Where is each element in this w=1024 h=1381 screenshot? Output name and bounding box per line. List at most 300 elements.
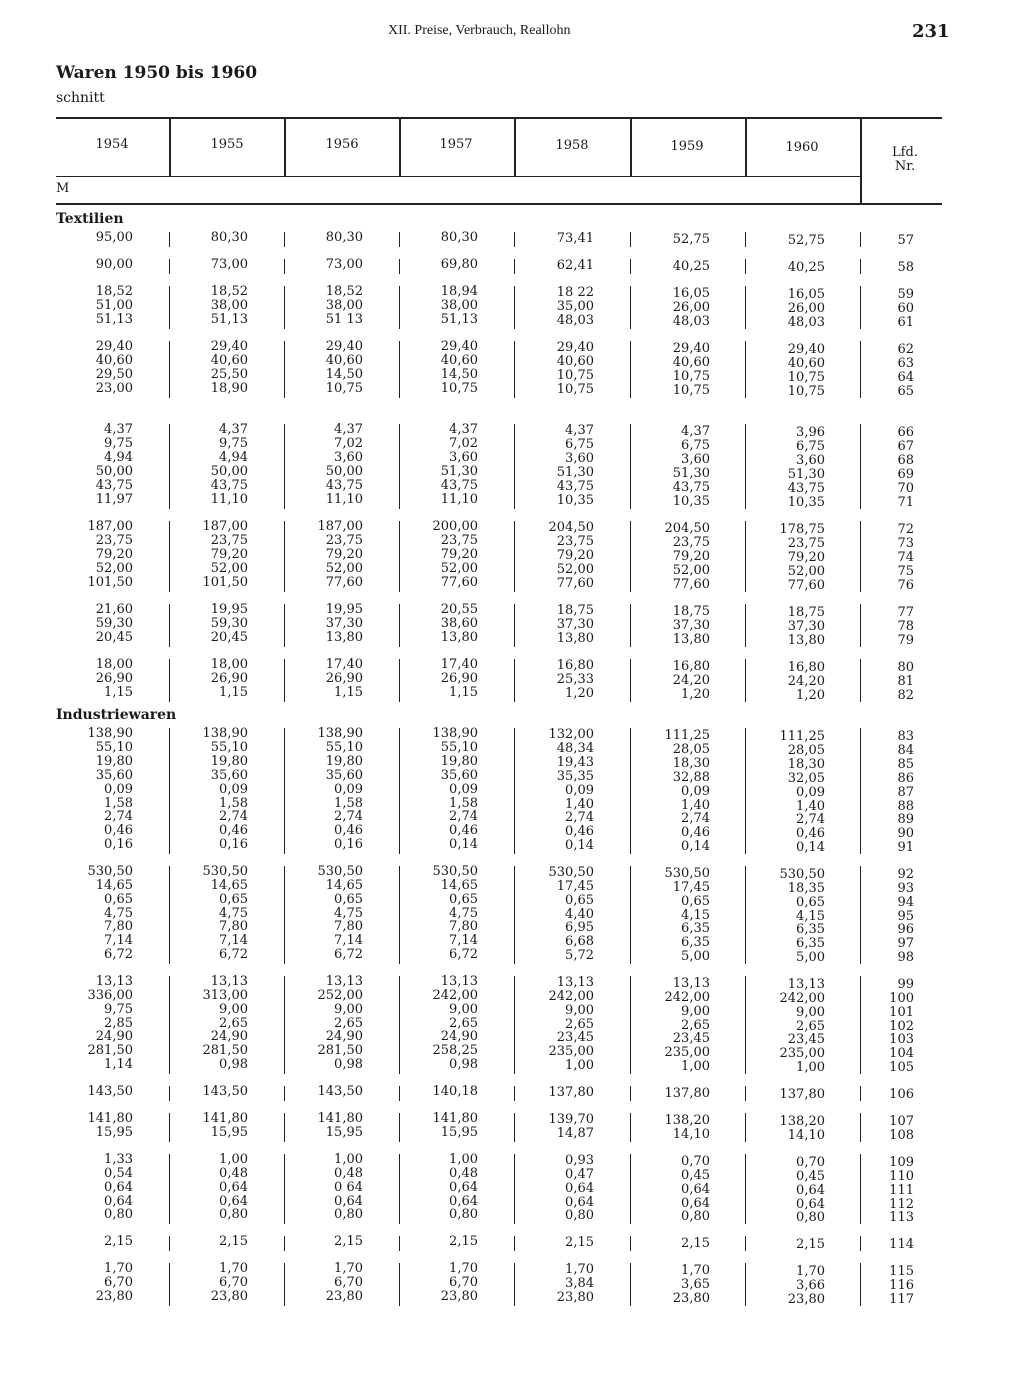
table-row [0, 1207, 1024, 1225]
price-cell-1958: 0,14 [565, 838, 594, 853]
price-cell-1955: 9,00 [219, 1002, 248, 1017]
price-cell-1955: 101,50 [202, 575, 248, 590]
price-cell-1956: 0,48 [334, 1166, 363, 1181]
price-cell-1958: 43,75 [556, 479, 594, 494]
row-number: 76 [897, 578, 914, 593]
price-cell-1959: 0,64 [681, 1182, 710, 1197]
price-cell-1960: 79,20 [787, 550, 825, 565]
row-number: 69 [897, 467, 914, 482]
price-cell-1960: 2,74 [796, 812, 825, 827]
price-cell-1958: 35,00 [556, 299, 594, 314]
price-cell-1955: 187,00 [202, 519, 248, 534]
header-column-divider [630, 118, 632, 176]
price-cell-1959: 29,40 [672, 341, 710, 356]
price-cell-1959: 0,09 [681, 784, 710, 799]
table-row [0, 339, 1024, 357]
price-cell-1958: 1,40 [565, 797, 594, 812]
row-number: 72 [897, 522, 914, 537]
header-bottom-rule [56, 203, 942, 205]
price-cell-1959: 0,65 [681, 894, 710, 909]
price-cell-1957: 0,46 [449, 823, 478, 838]
price-cell-1958: 2,74 [565, 810, 594, 825]
price-cell-1959: 10,35 [672, 494, 710, 509]
price-cell-1954: 336,00 [87, 988, 133, 1003]
price-cell-1955: 281,50 [202, 1043, 248, 1058]
price-cell-1960: 10,35 [787, 495, 825, 510]
price-cell-1958: 1,70 [565, 1262, 594, 1277]
row-number: 116 [889, 1278, 914, 1293]
row-number: 112 [889, 1197, 914, 1212]
table-row [0, 1043, 1024, 1061]
row-number: 61 [897, 315, 914, 330]
price-cell-1960: 13,13 [787, 977, 825, 992]
price-cell-1956: 38,00 [325, 298, 363, 313]
table-row [0, 630, 1024, 648]
table-row [0, 864, 1024, 882]
price-cell-1955: 80,30 [210, 230, 248, 245]
price-cell-1957: 29,40 [440, 339, 478, 354]
price-cell-1954: 101,50 [87, 575, 133, 590]
header-column-divider [514, 118, 516, 176]
price-cell-1958: 0,93 [565, 1153, 594, 1168]
price-cell-1957: 7,80 [449, 919, 478, 934]
row-number: 93 [897, 881, 914, 896]
price-cell-1958: 10,35 [556, 493, 594, 508]
page-title: Waren 1950 bis 1960 [56, 63, 258, 83]
price-cell-1960: 43,75 [787, 481, 825, 496]
price-cell-1954: 52,00 [95, 561, 133, 576]
price-cell-1958: 0,64 [565, 1181, 594, 1196]
price-cell-1959: 111,25 [664, 728, 710, 743]
price-cell-1959: 77,60 [672, 577, 710, 592]
table-row [0, 547, 1024, 565]
price-cell-1958: 10,75 [556, 368, 594, 383]
row-number: 60 [897, 301, 914, 316]
price-cell-1956: 23,75 [325, 533, 363, 548]
price-cell-1955: 20,45 [210, 630, 248, 645]
table-row [0, 1194, 1024, 1212]
price-cell-1954: 26,90 [95, 671, 133, 686]
row-number: 98 [897, 950, 914, 965]
price-cell-1955: 18,52 [210, 284, 248, 299]
price-cell-1955: 29,40 [210, 339, 248, 354]
price-cell-1959: 40,60 [672, 355, 710, 370]
price-cell-1959: 26,00 [672, 300, 710, 315]
price-cell-1955: 2,15 [219, 1234, 248, 1249]
price-cell-1956: 43,75 [325, 478, 363, 493]
price-cell-1956: 37,30 [325, 616, 363, 631]
price-cell-1960: 18,35 [787, 881, 825, 896]
price-cell-1954: 0,09 [104, 782, 133, 797]
table-row [0, 1166, 1024, 1184]
row-number: 68 [897, 453, 914, 468]
price-cell-1958: 0,80 [565, 1208, 594, 1223]
row-number: 110 [889, 1169, 914, 1184]
price-cell-1954: 1,14 [104, 1057, 133, 1072]
price-cell-1957: 52,00 [440, 561, 478, 576]
price-cell-1960: 29,40 [787, 342, 825, 357]
table-row [0, 381, 1024, 399]
price-cell-1955: 0,80 [219, 1207, 248, 1222]
price-cell-1958: 77,60 [556, 576, 594, 591]
price-cell-1958: 9,00 [565, 1003, 594, 1018]
price-cell-1960: 530,50 [779, 867, 825, 882]
price-cell-1960: 23,45 [787, 1032, 825, 1047]
table-row [0, 1084, 1024, 1102]
row-number: 92 [897, 867, 914, 882]
price-cell-1956: 79,20 [325, 547, 363, 562]
table-row [0, 464, 1024, 482]
price-cell-1955: 138,90 [202, 726, 248, 741]
price-cell-1955: 0,09 [219, 782, 248, 797]
price-cell-1958: 16,80 [556, 658, 594, 673]
column-header-1957: 1957 [439, 137, 473, 152]
price-cell-1960: 2,65 [796, 1019, 825, 1034]
price-cell-1959: 18,30 [672, 756, 710, 771]
table-row [0, 353, 1024, 371]
price-cell-1957: 77,60 [440, 575, 478, 590]
column-header-1959: 1959 [670, 139, 704, 154]
row-number: 87 [897, 785, 914, 800]
price-cell-1957: 17,40 [440, 657, 478, 672]
price-cell-1959: 43,75 [672, 480, 710, 495]
price-cell-1957: 0,65 [449, 892, 478, 907]
table-row [0, 1125, 1024, 1143]
price-cell-1954: 2,74 [104, 809, 133, 824]
page-number: 231 [912, 21, 950, 42]
price-cell-1956: 187,00 [317, 519, 363, 534]
price-cell-1958: 51,30 [556, 465, 594, 480]
table-row [0, 367, 1024, 385]
price-cell-1957: 2,65 [449, 1016, 478, 1031]
price-cell-1954: 29,40 [95, 339, 133, 354]
price-cell-1957: 0,14 [449, 837, 478, 852]
row-number: 73 [897, 536, 914, 551]
price-cell-1955: 52,00 [210, 561, 248, 576]
price-cell-1957: 200,00 [432, 519, 478, 534]
price-cell-1959: 13,80 [672, 632, 710, 647]
table-row [0, 1016, 1024, 1034]
price-cell-1955: 1,58 [219, 796, 248, 811]
price-cell-1954: 55,10 [95, 740, 133, 755]
row-number: 58 [897, 260, 914, 275]
price-cell-1956: 50,00 [325, 464, 363, 479]
price-cell-1958: 5,72 [565, 948, 594, 963]
price-cell-1957: 0,80 [449, 1207, 478, 1222]
price-cell-1954: 43,75 [95, 478, 133, 493]
row-number: 102 [889, 1019, 914, 1034]
price-cell-1959: 17,45 [672, 880, 710, 895]
header-column-divider [284, 118, 286, 176]
price-cell-1956: 1,70 [334, 1261, 363, 1276]
price-cell-1957: 38,60 [440, 616, 478, 631]
table-row [0, 561, 1024, 579]
price-cell-1957: 11,10 [440, 492, 478, 507]
price-cell-1956: 40,60 [325, 353, 363, 368]
row-number: 62 [897, 342, 914, 357]
price-cell-1954: 29,50 [95, 367, 133, 382]
row-number: 74 [897, 550, 914, 565]
price-cell-1959: 6,35 [681, 921, 710, 936]
price-cell-1959: 2,74 [681, 811, 710, 826]
price-cell-1959: 2,65 [681, 1018, 710, 1033]
price-cell-1956: 3,60 [334, 450, 363, 465]
price-cell-1954: 2,85 [104, 1016, 133, 1031]
price-cell-1957: 140,18 [432, 1084, 478, 1099]
price-cell-1954: 9,75 [104, 436, 133, 451]
price-cell-1956: 7,02 [334, 436, 363, 451]
price-cell-1960: 77,60 [787, 578, 825, 593]
price-cell-1954: 143,50 [87, 1084, 133, 1099]
row-number: 117 [889, 1292, 914, 1307]
price-cell-1954: 23,80 [95, 1289, 133, 1304]
price-cell-1960: 51,30 [787, 467, 825, 482]
price-cell-1960: 52,00 [787, 564, 825, 579]
table-row [0, 823, 1024, 841]
row-number: 96 [897, 922, 914, 937]
price-cell-1957: 9,00 [449, 1002, 478, 1017]
price-cell-1960: 2,15 [796, 1237, 825, 1252]
price-cell-1960: 0,09 [796, 785, 825, 800]
price-cell-1957: 1,15 [449, 685, 478, 700]
price-cell-1960: 235,00 [779, 1046, 825, 1061]
price-cell-1954: 1,33 [104, 1152, 133, 1167]
price-cell-1959: 18,75 [672, 604, 710, 619]
price-cell-1959: 0,46 [681, 825, 710, 840]
price-cell-1957: 242,00 [432, 988, 478, 1003]
price-cell-1960: 0,80 [796, 1210, 825, 1225]
price-cell-1954: 0,64 [104, 1194, 133, 1209]
row-number: 94 [897, 895, 914, 910]
price-cell-1958: 4,40 [565, 907, 594, 922]
price-cell-1957: 0,64 [449, 1180, 478, 1195]
price-cell-1958: 530,50 [548, 865, 594, 880]
price-cell-1960: 10,75 [787, 384, 825, 399]
header-column-divider [860, 118, 862, 204]
price-cell-1955: 7,80 [219, 919, 248, 934]
price-cell-1959: 16,80 [672, 659, 710, 674]
price-cell-1956: 52,00 [325, 561, 363, 576]
row-number: 79 [897, 633, 914, 648]
price-cell-1955: 0,16 [219, 837, 248, 852]
price-cell-1958: 52,00 [556, 562, 594, 577]
price-cell-1955: 4,37 [219, 422, 248, 437]
table-row [0, 837, 1024, 855]
table-row [0, 933, 1024, 951]
price-cell-1957: 23,75 [440, 533, 478, 548]
price-cell-1955: 23,75 [210, 533, 248, 548]
price-cell-1957: 13,80 [440, 630, 478, 645]
price-cell-1955: 2,65 [219, 1016, 248, 1031]
price-cell-1958: 6,95 [565, 920, 594, 935]
table-row [0, 657, 1024, 675]
price-cell-1955: 40,60 [210, 353, 248, 368]
row-number: 84 [897, 743, 914, 758]
header-subrule [56, 176, 860, 177]
price-cell-1960: 0,46 [796, 826, 825, 841]
price-cell-1955: 530,50 [202, 864, 248, 879]
price-cell-1954: 4,37 [104, 422, 133, 437]
price-cell-1954: 50,00 [95, 464, 133, 479]
price-cell-1960: 23,80 [787, 1292, 825, 1307]
table-row [0, 1111, 1024, 1129]
price-cell-1957: 43,75 [440, 478, 478, 493]
price-cell-1959: 40,25 [672, 259, 710, 274]
price-cell-1955: 24,90 [210, 1029, 248, 1044]
page-subtitle: schnitt [56, 90, 105, 106]
price-cell-1959: 23,80 [672, 1291, 710, 1306]
price-cell-1954: 0,16 [104, 837, 133, 852]
price-cell-1958: 19,43 [556, 755, 594, 770]
table-row [0, 533, 1024, 551]
price-cell-1956: 13,80 [325, 630, 363, 645]
price-cell-1954: 59,30 [95, 616, 133, 631]
price-cell-1959: 28,05 [672, 742, 710, 757]
price-cell-1955: 43,75 [210, 478, 248, 493]
price-cell-1954: 90,00 [95, 257, 133, 272]
row-number: 88 [897, 799, 914, 814]
price-cell-1955: 2,74 [219, 809, 248, 824]
price-cell-1956: 7,80 [334, 919, 363, 934]
table-row [0, 1152, 1024, 1170]
price-cell-1960: 14,10 [787, 1128, 825, 1143]
lfd-nr-header: Lfd. Nr. [892, 145, 918, 174]
price-cell-1957: 4,75 [449, 906, 478, 921]
row-number: 81 [897, 674, 914, 689]
price-cell-1957: 51,30 [440, 464, 478, 479]
price-cell-1955: 51,13 [210, 312, 248, 327]
price-cell-1956: 1,15 [334, 685, 363, 700]
price-cell-1955: 0,98 [219, 1057, 248, 1072]
price-cell-1958: 3,84 [565, 1276, 594, 1291]
price-cell-1957: 23,80 [440, 1289, 478, 1304]
price-cell-1956: 77,60 [325, 575, 363, 590]
price-cell-1959: 9,00 [681, 1004, 710, 1019]
price-cell-1959: 1,20 [681, 687, 710, 702]
price-cell-1957: 15,95 [440, 1125, 478, 1140]
price-cell-1954: 7,80 [104, 919, 133, 934]
price-cell-1960: 24,20 [787, 674, 825, 689]
row-number: 91 [897, 840, 914, 855]
price-cell-1960: 3,96 [796, 425, 825, 440]
price-cell-1958: 0,09 [565, 783, 594, 798]
price-cell-1954: 1,58 [104, 796, 133, 811]
price-cell-1959: 32,88 [672, 770, 710, 785]
price-cell-1954: 9,75 [104, 1002, 133, 1017]
price-cell-1955: 15,95 [210, 1125, 248, 1140]
price-cell-1956: 2,15 [334, 1234, 363, 1249]
row-number: 67 [897, 439, 914, 454]
price-cell-1954: 14,65 [95, 878, 133, 893]
price-cell-1960: 18,30 [787, 757, 825, 772]
price-cell-1958: 62,41 [556, 258, 594, 273]
price-cell-1955: 18,90 [210, 381, 248, 396]
price-cell-1958: 48,03 [556, 313, 594, 328]
price-cell-1958: 137,80 [548, 1085, 594, 1100]
table-row [0, 230, 1024, 248]
row-number: 114 [889, 1237, 914, 1252]
price-cell-1959: 138,20 [664, 1113, 710, 1128]
price-cell-1958: 242,00 [548, 989, 594, 1004]
price-cell-1955: 0,64 [219, 1194, 248, 1209]
table-row [0, 257, 1024, 275]
price-cell-1956: 29,40 [325, 339, 363, 354]
price-cell-1959: 51,30 [672, 466, 710, 481]
price-cell-1958: 23,75 [556, 534, 594, 549]
price-cell-1955: 35,60 [210, 768, 248, 783]
price-cell-1959: 10,75 [672, 383, 710, 398]
price-cell-1955: 143,50 [202, 1084, 248, 1099]
price-cell-1955: 0,64 [219, 1180, 248, 1195]
row-number: 78 [897, 619, 914, 634]
price-cell-1955: 19,95 [210, 602, 248, 617]
table-row [0, 298, 1024, 316]
price-cell-1956: 2,65 [334, 1016, 363, 1031]
row-number: 97 [897, 936, 914, 951]
price-cell-1959: 13,13 [672, 976, 710, 991]
price-cell-1957: 3,60 [449, 450, 478, 465]
price-cell-1957: 1,70 [449, 1261, 478, 1276]
price-cell-1958: 14,87 [556, 1126, 594, 1141]
price-cell-1958: 204,50 [548, 520, 594, 535]
row-number: 59 [897, 287, 914, 302]
price-cell-1954: 13,13 [95, 974, 133, 989]
price-cell-1957: 14,50 [440, 367, 478, 382]
price-cell-1960: 10,75 [787, 370, 825, 385]
table-row [0, 906, 1024, 924]
price-cell-1958: 0,65 [565, 893, 594, 908]
price-cell-1958: 1,20 [565, 686, 594, 701]
table-row [0, 478, 1024, 496]
table-row [0, 1261, 1024, 1279]
price-cell-1955: 1,15 [219, 685, 248, 700]
price-cell-1954: 0,46 [104, 823, 133, 838]
price-cell-1960: 0,64 [796, 1183, 825, 1198]
row-number: 89 [897, 812, 914, 827]
price-cell-1960: 18,75 [787, 605, 825, 620]
price-cell-1954: 1,15 [104, 685, 133, 700]
price-cell-1959: 6,75 [681, 438, 710, 453]
price-cell-1955: 141,80 [202, 1111, 248, 1126]
price-cell-1958: 1,00 [565, 1058, 594, 1073]
price-cell-1956: 6,72 [334, 947, 363, 962]
table-row [0, 796, 1024, 814]
price-cell-1957: 24,90 [440, 1029, 478, 1044]
price-cell-1960: 1,20 [796, 688, 825, 703]
price-cell-1956: 10,75 [325, 381, 363, 396]
price-cell-1954: 24,90 [95, 1029, 133, 1044]
price-cell-1958: 13,13 [556, 975, 594, 990]
price-cell-1958: 3,60 [565, 451, 594, 466]
table-row [0, 1002, 1024, 1020]
price-cell-1960: 9,00 [796, 1005, 825, 1020]
price-cell-1959: 48,03 [672, 314, 710, 329]
price-cell-1954: 7,14 [104, 933, 133, 948]
price-cell-1957: 7,02 [449, 436, 478, 451]
table-row [0, 685, 1024, 703]
price-cell-1956: 143,50 [317, 1084, 363, 1099]
row-number: 111 [889, 1183, 914, 1198]
price-cell-1959: 0,45 [681, 1168, 710, 1183]
price-cell-1960: 6,75 [796, 439, 825, 454]
row-number: 80 [897, 660, 914, 675]
price-cell-1957: 138,90 [432, 726, 478, 741]
price-cell-1958: 0,46 [565, 824, 594, 839]
price-cell-1956: 19,95 [325, 602, 363, 617]
price-cell-1955: 313,00 [202, 988, 248, 1003]
price-cell-1959: 3,65 [681, 1277, 710, 1292]
price-cell-1956: 1,00 [334, 1152, 363, 1167]
